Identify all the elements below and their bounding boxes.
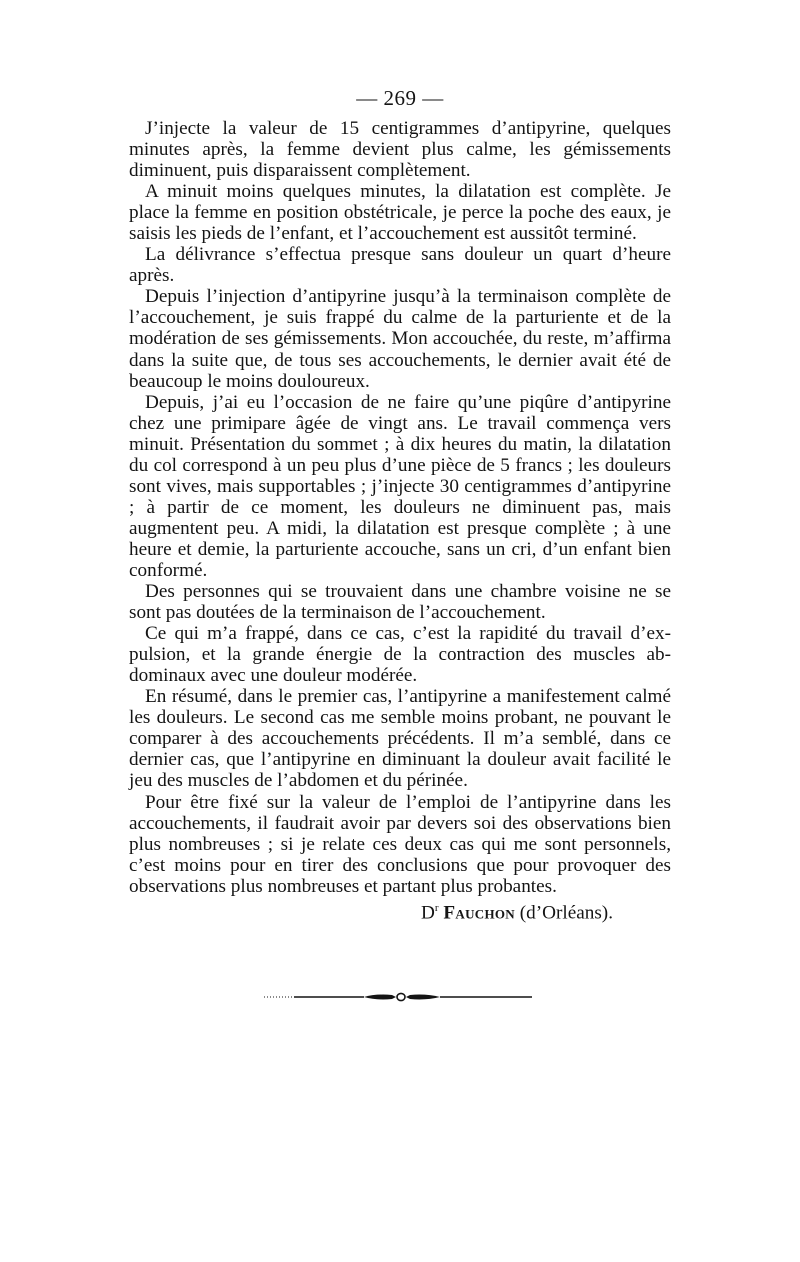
author-signature (129, 898, 671, 923)
paragraph: Pour être fixé sur la valeur de l’emploi de l’antipyrine dans les accouchements, il faudrait avoir par devers soi des observations bien plus nombreuses ; si je relate ces deux cas qui me sont personnels, c’est moins pour en tirer des conclusions que pour provoquer des observations plus nombreuses et partant plus probantes. (129, 791, 671, 897)
paragraph: Des personnes qui se trouvaient dans une chambre voisine ne se sont pas doutées de la terminaison de l’accouchement. (129, 581, 671, 624)
paragraph: Depuis l’injection d’antipyrine jusqu’à la terminaison complète de l’accouchement, je suis frappé du calme de la parturiente et de la modération de ses gémissements. Mon accouchée, du reste, m’affirma dans la suite que, de tous ses accouchements, le dernier avait été de beaucoup le moins douloureux. (129, 286, 671, 392)
page-number: — 269 — (356, 86, 444, 110)
paragraph: Depuis, j’ai eu l’occasion de ne faire qu’une piqûre d’antipyrine chez une primipare âgée de vingt ans. Le travail commença vers minuit. Présentation du sommet ; à dix heures du matin, la dilatation du col correspond à un peu plus d’une pièce de 5 francs ; les douleurs sont vives, mais supportables ; j’injecte 30 centigrammes d’antipyrine ; à partir de ce moment, les douleurs ne diminuent pas, mais augmentent peu. A midi, la dilatation est presque complète ; à une heure et demie, la parturiente accouche, sans un cri, d’un enfant bien conformé. (129, 391, 671, 581)
signature-title: D (421, 902, 435, 924)
end-ornament-icon (264, 990, 534, 1004)
body-text (129, 118, 671, 923)
paragraph: En résumé, dans le premier cas, l’antipyrine a manifestement calmé les douleurs. Le second cas me semble moins probant, ne pouvant le comparer à des accouchements précédents. Il m’a semblé, dans ce dernier cas, que l’antipyrine en diminuant la douleur avait facilité le jeu des muscles de l’abdomen et du périnée. (129, 686, 671, 792)
signature-name: Fauchon (443, 902, 515, 924)
paragraph: Ce qui m’a frappé, dans ce cas, c’est la rapidité du travail d’expulsion, et la grande énergie de la contraction des muscles abdominaux avec une douleur modérée. (129, 623, 671, 687)
paragraph: J’injecte la valeur de 15 centigrammes d’antipyrine, quelques minutes après, la femme devient plus calme, les gémissements diminuent, puis disparaissent complètement. (129, 118, 671, 182)
paragraph: A minuit moins quelques minutes, la dilatation est complète. Je place la femme en position obstétricale, je perce la poche des eaux, je saisis les pieds de l’enfant, et l’accouchement est aussitôt terminé. (129, 181, 671, 245)
signature-title-superscript: r (434, 901, 439, 914)
signature-place: (d’Orléans). (519, 902, 613, 924)
paragraph: La délivrance s’effectua presque sans douleur un quart d’heure après. (129, 244, 671, 287)
